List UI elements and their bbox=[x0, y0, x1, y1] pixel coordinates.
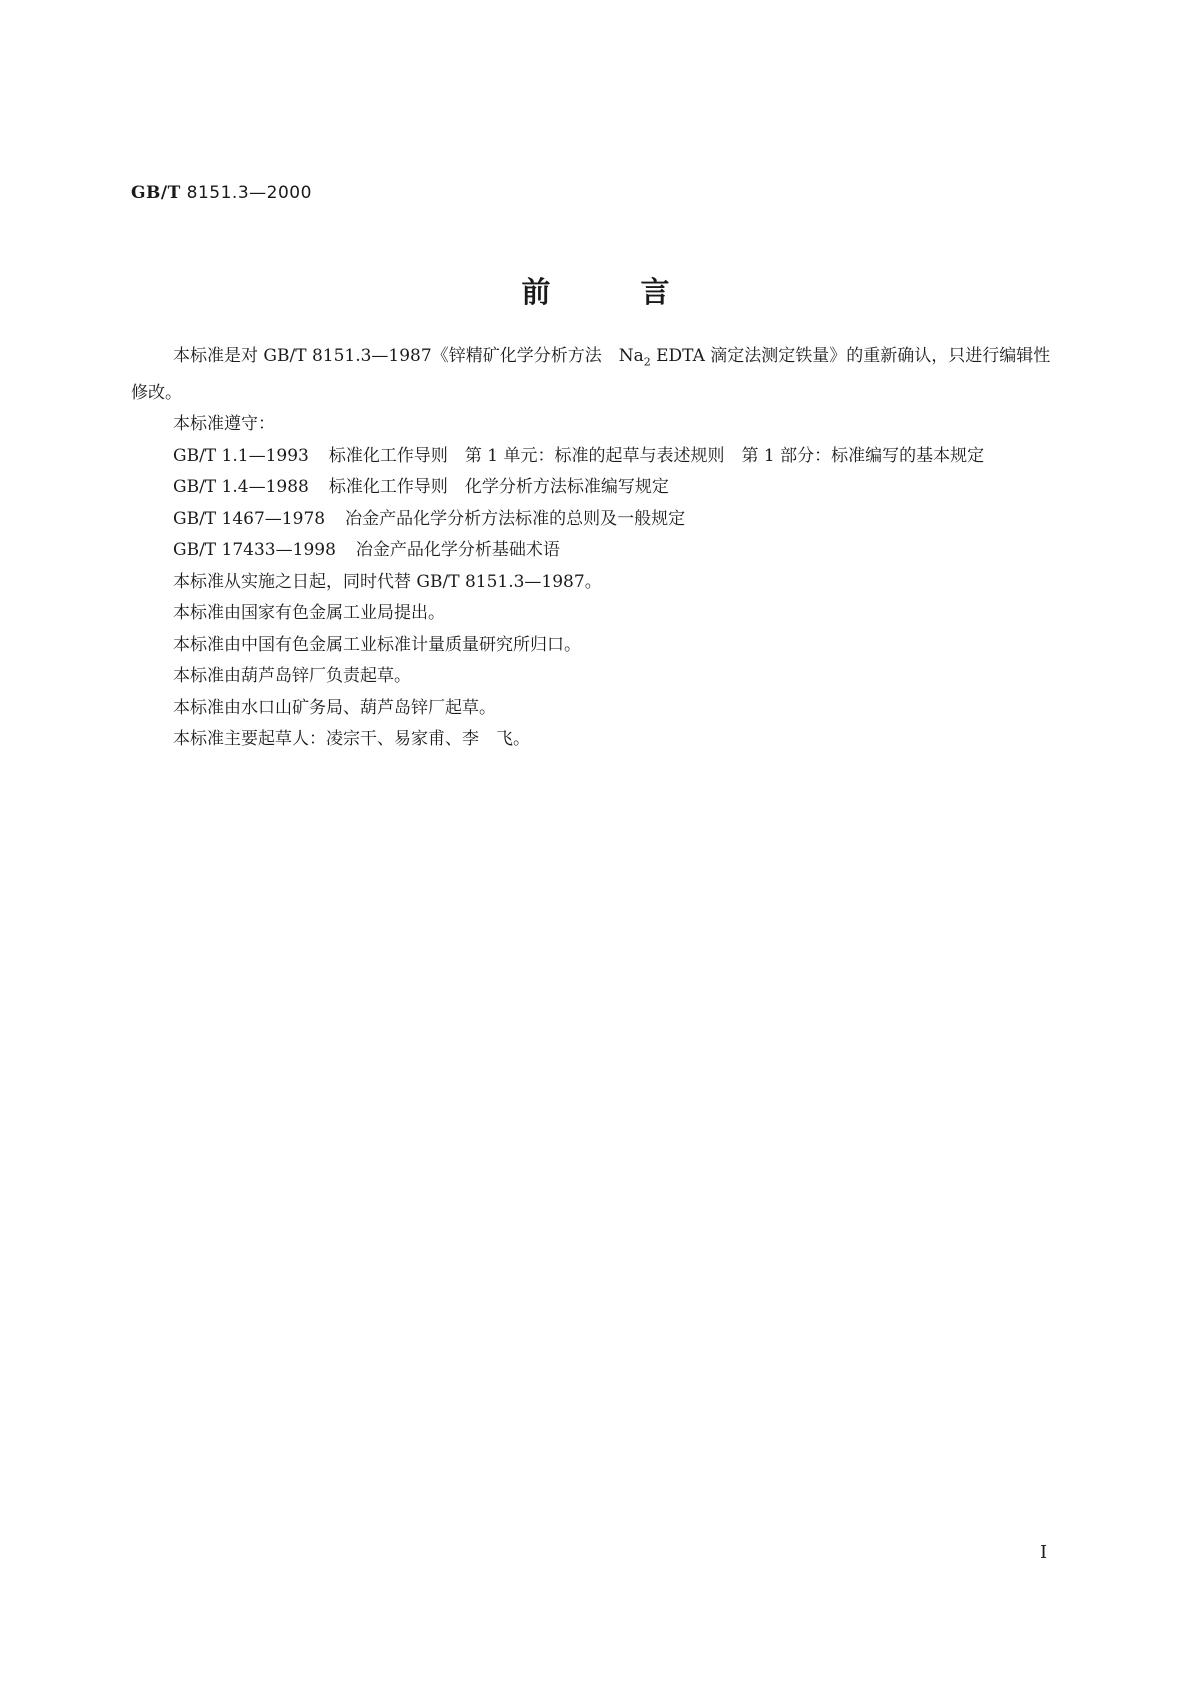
page-title: 前言 bbox=[521, 275, 760, 309]
page-number: I bbox=[1040, 1542, 1048, 1563]
reference-code: GB/T 1.4—1988 bbox=[173, 477, 309, 498]
reference-item bbox=[131, 535, 1061, 567]
reference-code: GB/T 1467—1978 bbox=[173, 508, 326, 529]
reference-item bbox=[131, 472, 1061, 504]
intro-text-part-a: 本标准是对 GB/T 8151.3—1987《锌精矿化学分析方法 Na bbox=[173, 346, 644, 366]
intro-paragraph bbox=[131, 341, 1061, 409]
standard-code-prefix: GB/T bbox=[131, 183, 181, 203]
reference-title: 冶金产品化学分析方法标准的总则及一般规定 bbox=[345, 508, 686, 529]
intro-text-part-b: EDTA 滴定法测定铁量》的重新确认，只进行编辑性修改。 bbox=[131, 346, 1051, 403]
standard-code bbox=[131, 183, 312, 203]
statement-responsible-drafter: 本标准由葫芦岛锌厂负责起草。 bbox=[173, 666, 411, 687]
intro-subscript: 2 bbox=[643, 355, 651, 369]
statement-replaces: 本标准从实施之日起，同时代替 GB/T 8151.3—1987。 bbox=[173, 571, 602, 592]
statement-proposed-by: 本标准由国家有色金属工业局提出。 bbox=[173, 603, 445, 624]
reference-item bbox=[131, 504, 1061, 536]
reference-title: 标准化工作导则 第 1 单元：标准的起草与表述规则 第 1 部分：标准编写的基本规定 bbox=[328, 445, 985, 466]
statement-centralized-by: 本标准由中国有色金属工业标准计量质量研究所归口。 bbox=[173, 634, 581, 655]
reference-title: 标准化工作导则 化学分析方法标准编写规定 bbox=[328, 477, 669, 498]
reference-code: GB/T 1.1—1993 bbox=[173, 445, 309, 466]
standard-code-number: 8151.3—2000 bbox=[186, 183, 312, 203]
reference-item bbox=[131, 441, 1061, 473]
statement-drafted-by: 本标准由水口山矿务局、葫芦岛锌厂起草。 bbox=[173, 697, 496, 718]
reference-title: 冶金产品化学分析基础术语 bbox=[355, 540, 560, 561]
complies-paragraph: 本标准遵守： bbox=[173, 414, 275, 435]
reference-code: GB/T 17433—1998 bbox=[173, 540, 336, 561]
statement-main-drafters: 本标准主要起草人：凌宗干、易家甫、李 飞。 bbox=[173, 729, 530, 750]
foreword-body bbox=[131, 341, 1061, 756]
